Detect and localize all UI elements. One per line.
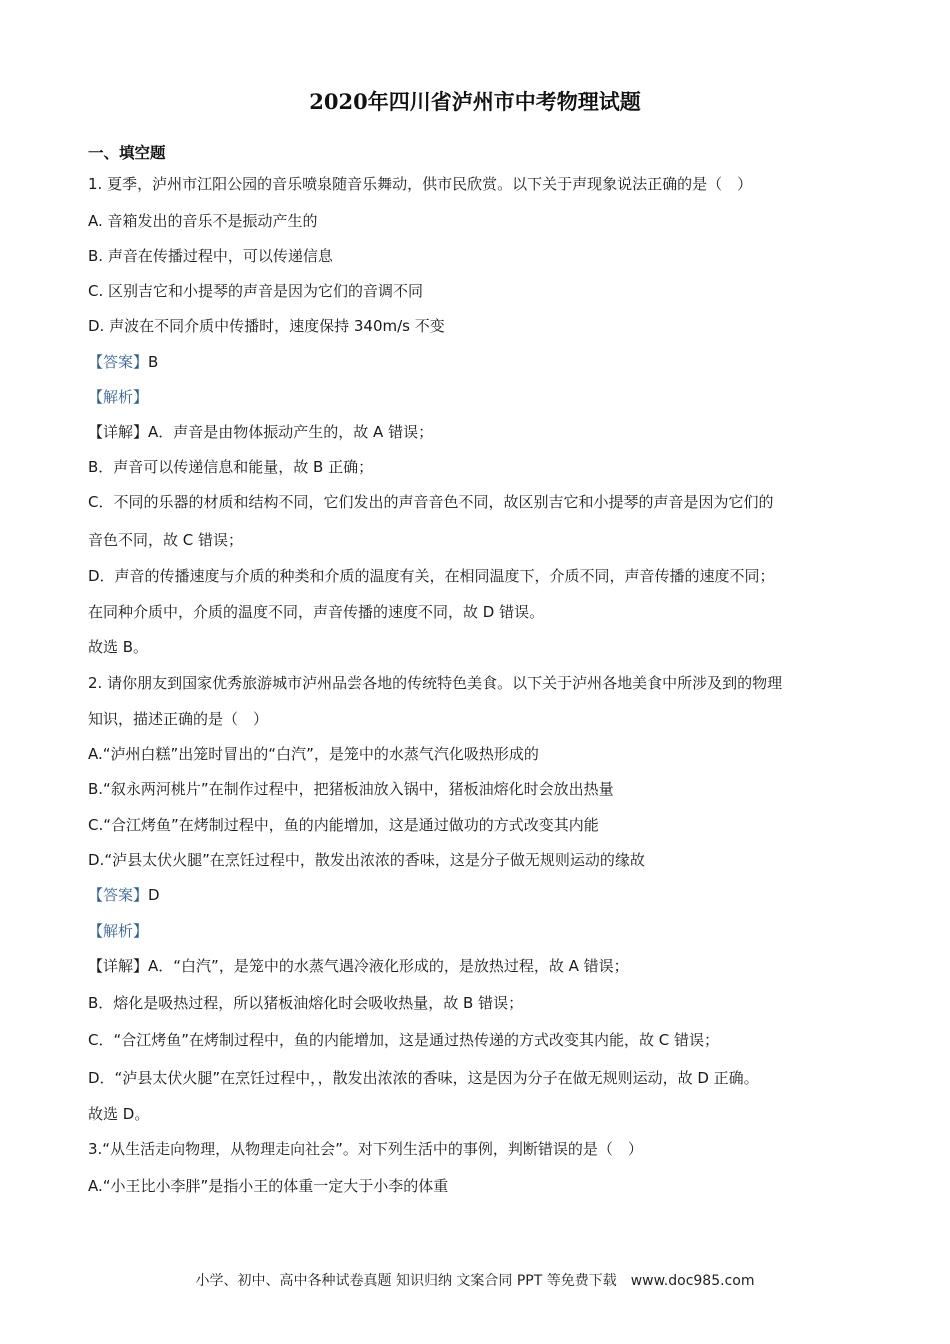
section-heading: 一、填空题 — [88, 144, 166, 162]
q1-option-a: A. 音箱发出的音乐不是振动产生的 — [88, 212, 318, 230]
footer-text: 小学、初中、高中各种试卷真题 知识归纳 文案合同 PPT 等免费下载 www.doc985.com — [195, 1273, 755, 1289]
question-1-stem: 1. 夏季，泸州市江阳公园的音乐喷泉随音乐舞动，供市民欣赏。以下关于声现象说法正确的是（ ） — [88, 175, 753, 193]
q2-option-c: C.“合江烤鱼”在烤制过程中，鱼的内能增加，这是通过做功的方式改变其内能 — [88, 816, 599, 834]
q1-detail-b: B．声音可以传递信息和能量，故 B 正确； — [88, 458, 374, 476]
question-3-stem: 3.“从生活走向物理，从物理走向社会”。对下列生活中的事例，判断错误的是（ ） — [88, 1140, 643, 1158]
answer-label: 【答案】 — [88, 886, 149, 904]
q2-option-b: B.“叙永两河桃片”在制作过程中，把猪板油放入锅中，猪板油熔化时会放出热量 — [88, 780, 614, 798]
q1-detail: 【详解】A．声音是由物体振动产生的，故 A 错误； — [88, 423, 434, 441]
question-2-stem: 2. 请你朋友到国家优秀旅游城市泸州品尝各地的传统特色美食。以下关于泸州各地美食中所涉及到的物理 — [88, 674, 783, 692]
detail-label: 【详解】 — [88, 957, 149, 975]
q1-conclusion: 故选 B。 — [88, 638, 149, 656]
detail-label: 【详解】 — [88, 423, 149, 441]
q1-option-d: D. 声波在不同介质中传播时，速度保持 340m/s 不变 — [88, 317, 445, 335]
q2-detail-b: B．熔化是吸热过程，所以猪板油熔化时会吸收热量，故 B 错误； — [88, 994, 524, 1012]
q1-detail-c-cont: 音色不同，故 C 错误； — [88, 531, 244, 549]
q3-option-a: A.“小王比小李胖”是指小王的体重一定大于小李的体重 — [88, 1177, 449, 1195]
page-title: 2020年四川省泸州市中考物理试题 — [309, 89, 641, 114]
q1-analysis-label: 【解析】 — [88, 388, 149, 406]
q2-answer: 【答案】D — [88, 886, 160, 904]
q2-detail-c: C．“合江烤鱼”在烤制过程中，鱼的内能增加，这是通过热传递的方式改变其内能，故 C 错误； — [88, 1031, 720, 1049]
q2-detail-d: D．“泸县太伏火腿”在烹饪过程中，，散发出浓浓的香味，这是因为分子在做无规则运动，故 D 正确。 — [88, 1069, 759, 1087]
q2-option-a: A.“泸州白糕”出笼时冒出的“白汽”，是笼中的水蒸气汽化吸热形成的 — [88, 745, 539, 763]
q1-option-b: B. 声音在传播过程中，可以传递信息 — [88, 247, 333, 265]
q2-detail: 【详解】A．“白汽”，是笼中的水蒸气遇冷液化形成的，是放热过程，故 A 错误； — [88, 957, 629, 975]
q1-detail-d-cont: 在同种介质中，介质的温度不同，声音传播的速度不同，故 D 错误。 — [88, 603, 545, 621]
q2-conclusion: 故选 D。 — [88, 1105, 150, 1123]
q2-option-d: D.“泸县太伏火腿”在烹饪过程中，散发出浓浓的香味，这是分子做无规则运动的缘故 — [88, 851, 645, 869]
q1-option-c: C. 区别吉它和小提琴的声音是因为它们的音调不同 — [88, 282, 424, 300]
q1-answer: 【答案】B — [88, 353, 159, 371]
q2-analysis-label: 【解析】 — [88, 922, 149, 940]
q1-detail-d: D．声音的传播速度与介质的种类和介质的温度有关，在相同温度下，介质不同，声音传播的速度不同； — [88, 567, 775, 585]
q1-detail-c: C．不同的乐器的材质和结构不同，它们发出的声音音色不同，故区别吉它和小提琴的声音是因为它们的 — [88, 493, 774, 511]
answer-label: 【答案】 — [88, 353, 149, 371]
question-2-stem-cont: 知识，描述正确的是（ ） — [88, 710, 269, 728]
